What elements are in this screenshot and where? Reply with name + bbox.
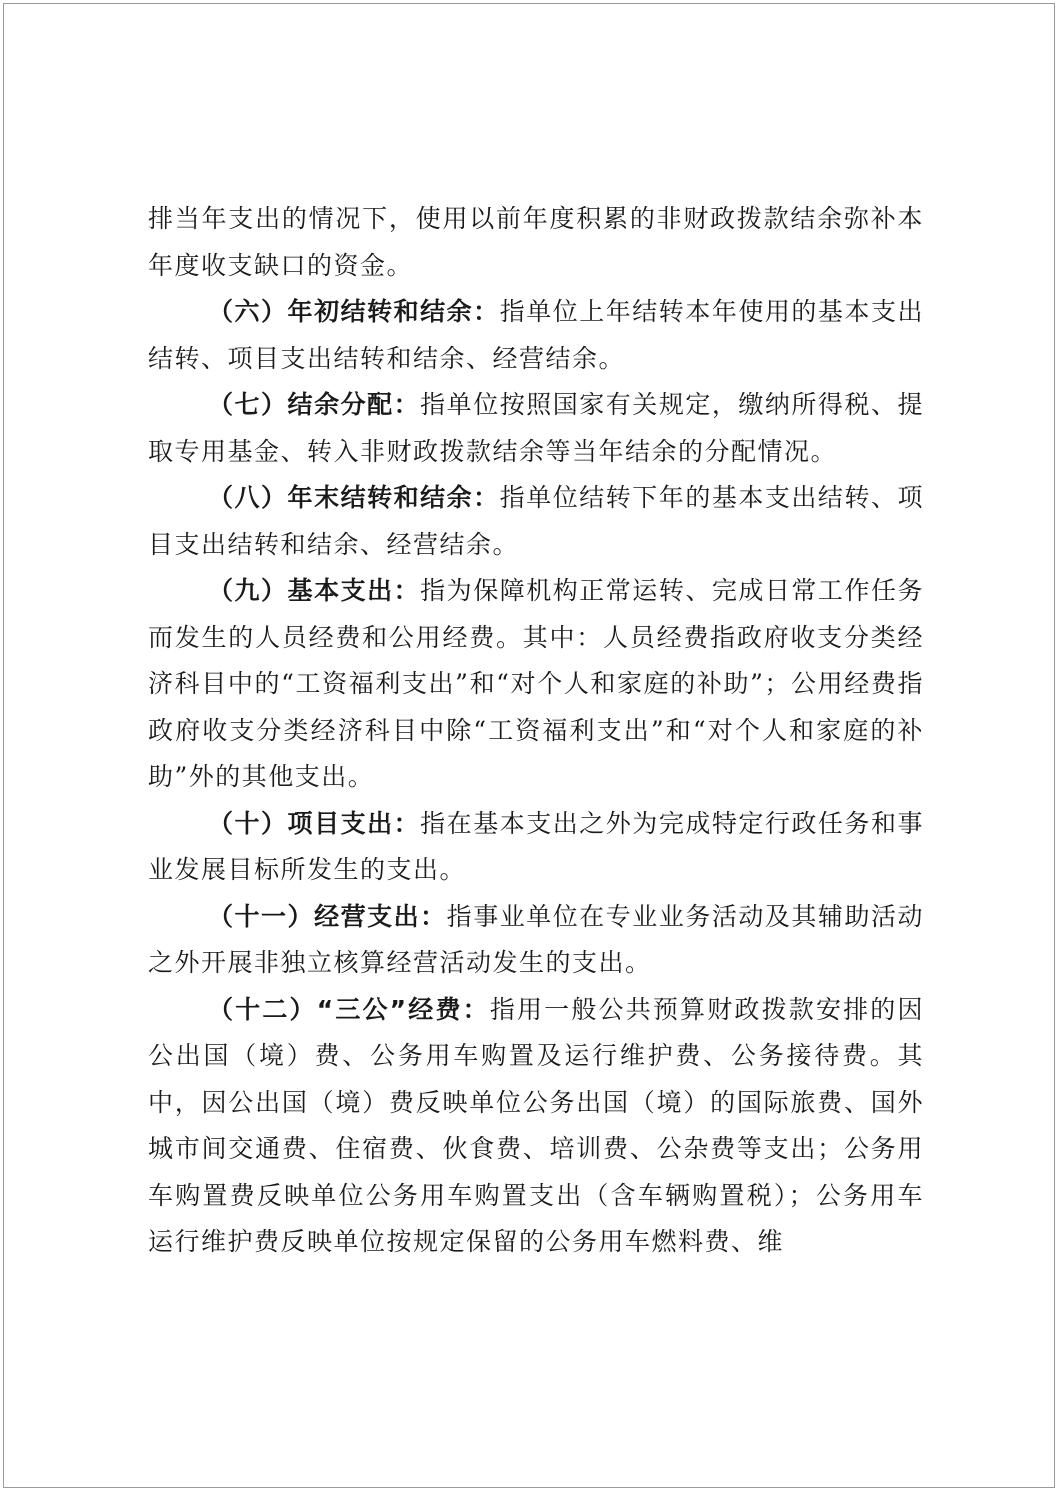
paragraph-item-10	[148, 801, 924, 894]
paragraph-item-12	[148, 987, 924, 1266]
paragraph-text: 指用一般公共预算财政拨款安排的因公出国（境）费、公务用车购置及运行维护费、公务接待费。其中，因公出国（境）费反映单位公务出国（境）的国际旅费、国外城市间交通费、住宿费、伙食费、培训费、公杂费等支出；公务用车购置费反映单位公务用车购置支出（含车辆购置税）；公务用车运行维护费反映单位按规定保留的公务用车燃料费、维	[148, 994, 924, 1256]
paragraph-item-6	[148, 289, 924, 382]
paragraph-item-8	[148, 475, 924, 568]
paragraph-text: 指为保障机构正常运转、完成日常工作任务而发生的人员经费和公用经费。其中：人员经费指政府收支分类经济科目中的“工资福利支出”和“对个人和家庭的补助”；公用经费指政府收支分类经济科目中除“工资福利支出”和“对个人和家庭的补助”外的其他支出。	[148, 576, 924, 791]
paragraph-item-7	[148, 382, 924, 475]
term-heading: （六）年初结转和结余：	[208, 297, 500, 326]
paragraph-continuation	[148, 196, 924, 289]
paragraph-text: 排当年支出的情况下，使用以前年度积累的非财政拨款结余弥补本年度收支缺口的资金。	[148, 204, 924, 280]
paragraph-text: 指事业单位在专业业务活动及其辅助活动之外开展非独立核算经营活动发生的支出。	[148, 901, 924, 977]
term-heading: （七）结余分配：	[208, 390, 421, 419]
document-body	[148, 196, 924, 1266]
paragraph-text: 指在基本支出之外为完成特定行政任务和事业发展目标所发生的支出。	[148, 808, 924, 884]
term-heading: （十二）“三公”经费：	[208, 994, 490, 1024]
paragraph-item-11	[148, 894, 924, 987]
term-heading: （十一）经营支出：	[208, 901, 447, 931]
term-heading: （十）项目支出：	[208, 808, 421, 838]
term-heading: （九）基本支出：	[208, 576, 421, 605]
paragraph-text: 指单位按照国家有关规定，缴纳所得税、提取专用基金、转入非财政拨款结余等当年结余的分配情况。	[148, 390, 924, 466]
paragraph-item-9	[148, 568, 924, 801]
paragraph-text: 指单位上年结转本年使用的基本支出结转、项目支出结转和结余、经营结余。	[148, 297, 924, 373]
paragraph-text: 指单位结转下年的基本支出结转、项目支出结转和结余、经营结余。	[148, 483, 924, 559]
term-heading: （八）年末结转和结余：	[208, 483, 500, 512]
